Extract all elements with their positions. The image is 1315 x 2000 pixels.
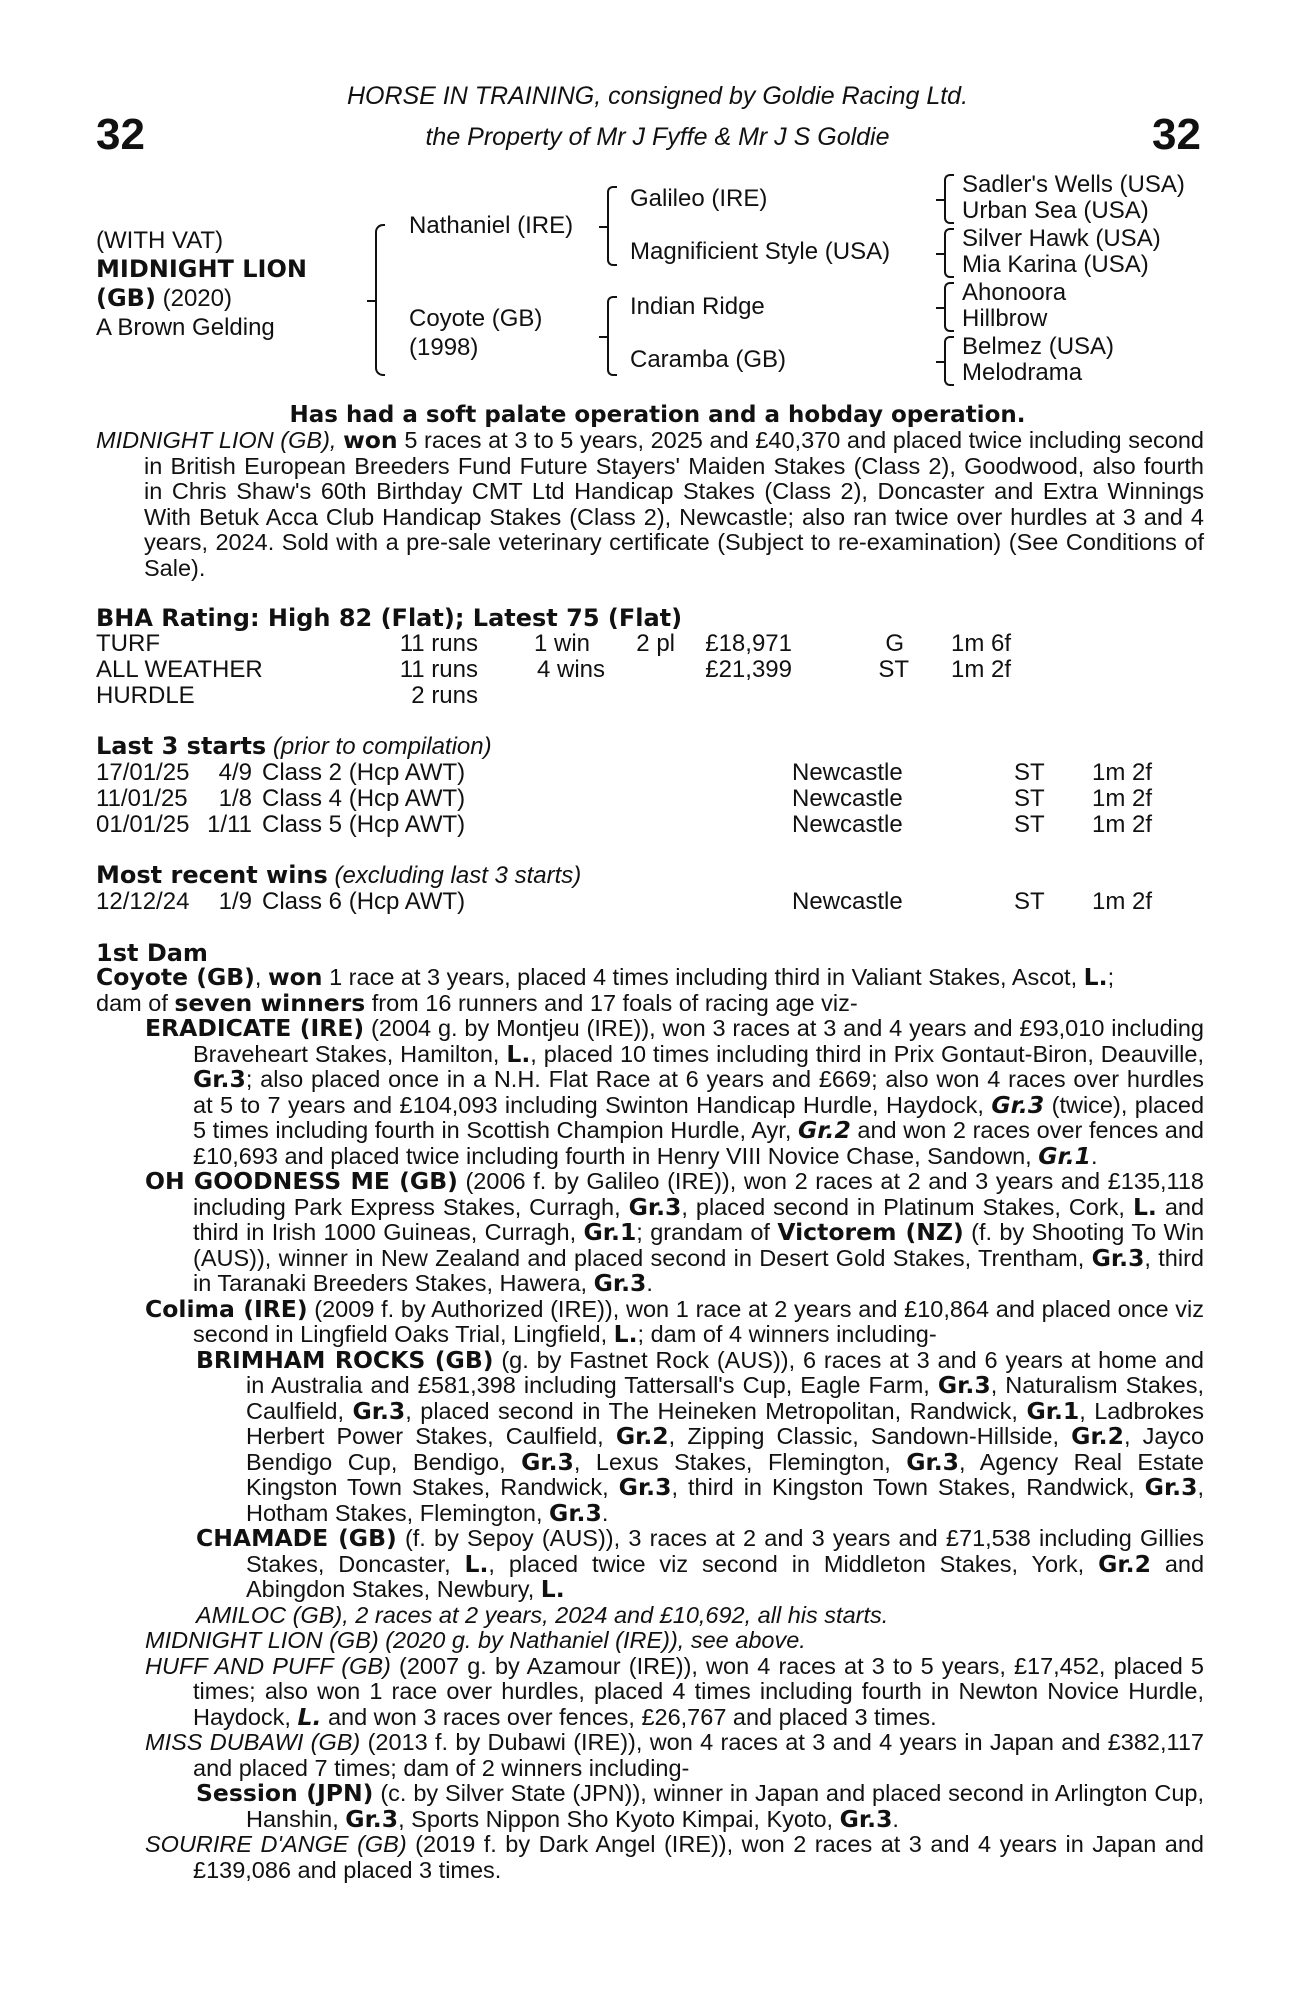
dam-won: won bbox=[267, 963, 323, 991]
progeny-text: , Ladbrokes Herbert Power Stakes, Caulfield, bbox=[246, 1397, 1204, 1449]
listed-tag: L. bbox=[613, 1320, 638, 1348]
progeny-text: , Agency Real Estate Kingston Town Stakes, Randwick, bbox=[246, 1448, 1205, 1500]
ggs-4: Mia Karina (USA) bbox=[962, 251, 1149, 278]
rating-section bbox=[96, 605, 1206, 709]
summary-won: won bbox=[343, 426, 398, 454]
group-tag: Gr.3 bbox=[628, 1192, 682, 1221]
punct: . bbox=[601, 1499, 609, 1526]
lot-number-right: 32 bbox=[1152, 110, 1201, 159]
recent-going: ST bbox=[1014, 888, 1045, 915]
brace-main bbox=[375, 224, 385, 376]
group-tag: Gr.1 bbox=[583, 1218, 637, 1246]
progeny-name: SOURIRE D'ANGE (GB) bbox=[145, 1831, 407, 1857]
progeny-text: , placed twice viz second in Middleton Stakes, York, bbox=[488, 1550, 1085, 1577]
progeny-name: BRIMHAM ROCKS (GB) bbox=[196, 1345, 494, 1374]
start-row bbox=[96, 760, 1206, 786]
progeny-text: , placed second in Platinum Stakes, Cork, bbox=[681, 1193, 1125, 1220]
dam-name: Coyote (GB) bbox=[96, 963, 255, 991]
progeny-name: Session (JPN) bbox=[196, 1779, 374, 1807]
start-distance: 1m 2f bbox=[1092, 759, 1153, 786]
progeny-text: , placed second in The Heineken Metropolitan, Randwick, bbox=[405, 1397, 1018, 1424]
rating-wins: 4 wins bbox=[536, 656, 605, 683]
rating-placed: 2 pl bbox=[636, 630, 675, 657]
rating-wins: 1 win bbox=[533, 630, 590, 657]
ggs-3: Silver Hawk (USA) bbox=[962, 225, 1161, 252]
grandsire-2: Magnificient Style (USA) bbox=[630, 238, 891, 265]
ggs-2: Urban Sea (USA) bbox=[962, 197, 1149, 224]
group-tag: Gr.3 bbox=[618, 1473, 672, 1501]
last-starts-section bbox=[96, 733, 1206, 838]
listed-tag: L. bbox=[297, 1702, 322, 1731]
grandsire-3: Indian Ridge bbox=[630, 293, 765, 320]
recent-row bbox=[96, 889, 1206, 915]
progeny-text: and won 2 races over fences and £10,693 and placed twice including fourth in Henry VIII Novice Chase, Sandown, bbox=[193, 1117, 1205, 1169]
rating-heading: BHA Rating: High 82 (Flat); Latest 75 (Flat) bbox=[96, 604, 683, 632]
group-tag: Gr.3 bbox=[549, 1498, 602, 1527]
progeny-text: and won 3 races over fences, £26,767 and placed 3 times. bbox=[327, 1703, 937, 1730]
listed-tag: L. bbox=[464, 1549, 489, 1578]
start-distance: 1m 2f bbox=[1092, 811, 1153, 838]
recent-wins-note: (excluding last 3 starts) bbox=[334, 862, 582, 889]
group-tag: Gr.2 bbox=[797, 1116, 851, 1144]
progeny-text: , Lexus Stakes, Flemington, bbox=[573, 1448, 891, 1475]
rating-runs: 11 runs bbox=[399, 630, 478, 657]
start-going: ST bbox=[1014, 785, 1045, 812]
progeny-chamade bbox=[96, 1526, 1204, 1603]
rating-row bbox=[96, 657, 1206, 683]
progeny-text: , third in Kingston Town Stakes, Randwick, bbox=[671, 1474, 1135, 1500]
listed-tag: L. bbox=[1083, 963, 1108, 991]
progeny-sourire-dange bbox=[96, 1832, 1204, 1883]
progeny-text: (2019 f. by Dark Angel (IRE)), won 2 races at 3 and 4 years in Japan and £139,086 and placed 3 times. bbox=[193, 1831, 1204, 1883]
summary-text: 5 races at 3 to 5 years, 2025 and £40,370 and placed twice including second in British European Breeders Fund Future Stayers' Maiden Stakes (Class 2), Goodwood, also fourth in Chris Shaw's 60th Birthday CMT Ltd Handicap Stakes (Class 2), Doncaster and Extra Winnings With Betuk Acca Club Handicap Stakes (Class 2), Newcastle; also ran twice over hurdles at 3 and 4 years, 2024. Sold with a pre-sale veterinary certificate (Subject to re-examination) (See Conditions of Sale). bbox=[144, 427, 1205, 581]
progeny-text: , Sports Nippon Sho Kyoto Kimpai, Kyoto, bbox=[398, 1805, 834, 1832]
start-distance: 1m 2f bbox=[1092, 785, 1153, 812]
vat-label: (WITH VAT) bbox=[96, 227, 224, 254]
rating-going: ST bbox=[878, 656, 909, 683]
progeny-text: ; dam of 4 winners including- bbox=[637, 1321, 937, 1347]
header-property: the Property of Mr J Fyffe & Mr J S Goldie bbox=[425, 123, 890, 151]
summary-paragraph bbox=[96, 428, 1204, 581]
brace-gs4 bbox=[944, 336, 954, 386]
progeny-amiloc: AMILOC (GB), 2 races at 2 years, 2024 and £10,692, all his starts. bbox=[196, 1601, 889, 1628]
summary-horse-name: MIDNIGHT LION (GB), bbox=[96, 427, 337, 453]
start-position: 1/8 bbox=[218, 785, 252, 812]
progeny-name: CHAMADE (GB) bbox=[196, 1524, 397, 1552]
rating-placed bbox=[605, 657, 675, 683]
rating-runs: 11 runs bbox=[399, 656, 478, 683]
progeny-text: (g. by Fastnet Rock (AUS)), 6 races at 3 and 6 years at home and in Australia and £581,398 including Tattersall's Cup, Eagle Farm, bbox=[246, 1346, 1205, 1398]
ggs-8: Melodrama bbox=[962, 359, 1083, 386]
progeny-text: (c. by Silver State (JPN)), winner in Japan and placed second in Arlington Cup, Hanshin, bbox=[246, 1780, 1204, 1832]
punct: . bbox=[1091, 1142, 1098, 1169]
group-tag: Gr.3 bbox=[839, 1804, 893, 1833]
start-course: Newcastle bbox=[792, 785, 903, 812]
group-tag: Gr.2 bbox=[1098, 1549, 1151, 1578]
horse-block bbox=[96, 226, 307, 342]
sire: Nathaniel (IRE) bbox=[409, 212, 574, 239]
progeny-oh-goodness-me bbox=[96, 1169, 1204, 1297]
punct: . bbox=[892, 1805, 899, 1832]
start-row bbox=[96, 786, 1206, 812]
horse-country-year bbox=[96, 284, 307, 313]
progeny-midnight-lion: MIDNIGHT LION (GB) (2020 g. by Nathaniel (IRE)), see above. bbox=[145, 1627, 806, 1653]
group-tag: Gr.3 bbox=[991, 1090, 1045, 1119]
start-race: Class 2 (Hcp AWT) bbox=[262, 759, 466, 786]
group-tag: Gr.3 bbox=[193, 1065, 246, 1093]
ggs-7: Belmez (USA) bbox=[962, 333, 1115, 360]
dam-progeny bbox=[96, 965, 1204, 1883]
grandsire-4: Caramba (GB) bbox=[630, 346, 787, 373]
progeny-text: , Jayco Bendigo Cup, Bendigo, bbox=[246, 1423, 1205, 1475]
rating-surface: HURDLE bbox=[96, 682, 195, 709]
progeny-colima bbox=[96, 1294, 1205, 1348]
group-tag: Gr.3 bbox=[352, 1396, 406, 1425]
start-course: Newcastle bbox=[792, 811, 903, 838]
brace-gs1 bbox=[944, 174, 954, 224]
rating-surface: TURF bbox=[96, 630, 160, 657]
dam: Coyote (GB) bbox=[409, 305, 543, 332]
rating-prize: £18,971 bbox=[705, 630, 792, 657]
brace-gs3 bbox=[944, 282, 954, 332]
recent-position: 1/9 bbox=[218, 888, 252, 915]
progeny-name: Victorem (NZ) bbox=[777, 1218, 964, 1246]
operation-notice: Has had a soft palate operation and a hobday operation. bbox=[289, 402, 1026, 428]
start-date: 01/01/25 bbox=[96, 811, 190, 838]
horse-description: A Brown Gelding bbox=[96, 314, 275, 341]
dam-semicolon: ; bbox=[1107, 964, 1115, 990]
progeny-text: ; grandam of bbox=[636, 1219, 770, 1245]
lot-number-left: 32 bbox=[96, 110, 145, 159]
start-date: 11/01/25 bbox=[96, 785, 188, 812]
brace-sire bbox=[607, 186, 617, 266]
group-tag: Gr.3 bbox=[906, 1447, 960, 1476]
progeny-eradicate bbox=[96, 1016, 1204, 1169]
rating-distance: 1m 2f bbox=[951, 656, 1012, 683]
dam-text: 1 race at 3 years, placed 4 times including third in Valiant Stakes, Ascot, bbox=[329, 964, 1078, 990]
rating-distance: 1m 6f bbox=[951, 630, 1012, 657]
header-consignor: HORSE IN TRAINING, consigned by Goldie Racing Ltd. bbox=[346, 82, 969, 110]
group-tag: Gr.3 bbox=[593, 1269, 647, 1297]
progeny-huff-and-puff bbox=[96, 1654, 1204, 1731]
listed-tag: L. bbox=[540, 1575, 565, 1603]
progeny-text: , placed 10 times including third in Prix Gontaut-Biron, Deauville, bbox=[530, 1040, 1205, 1067]
recent-race: Class 6 (Hcp AWT) bbox=[262, 888, 466, 915]
progeny-text: , Naturalism Stakes, Caulfield, bbox=[246, 1372, 1205, 1424]
dam-year: (1998) bbox=[409, 334, 479, 361]
progeny-text: and third in Irish 1000 Guineas, Curragh, bbox=[193, 1193, 1205, 1245]
progeny-brimham-rocks bbox=[96, 1345, 1205, 1527]
last-starts-heading: Last 3 starts bbox=[96, 732, 267, 760]
recent-wins-section bbox=[96, 862, 1206, 915]
progeny-text: (f. by Sepoy (AUS)), 3 races at 2 and 3 years and £71,538 including Gillies Stakes, Doncaster, bbox=[246, 1525, 1204, 1577]
dam-heading: 1st Dam bbox=[96, 939, 208, 967]
rating-runs: 2 runs bbox=[411, 682, 478, 709]
group-tag: Gr.2 bbox=[615, 1422, 669, 1450]
progeny-text: and Abingdon Stakes, Newbury, bbox=[246, 1550, 1205, 1602]
recent-course: Newcastle bbox=[792, 888, 903, 915]
punct: . bbox=[646, 1270, 653, 1296]
progeny-text: (twice), placed 5 times including fourth in Scottish Champion Hurdle, Ayr, bbox=[193, 1091, 1205, 1143]
horse-country: (GB) bbox=[96, 284, 156, 312]
listed-tag: L. bbox=[506, 1039, 531, 1068]
start-race: Class 5 (Hcp AWT) bbox=[262, 811, 466, 838]
progeny-text: (2007 g. by Azamour (IRE)), won 4 races at 3 to 5 years, £17,452, placed 5 times; also won 1 race over hurdles, placed 4 times including fourth in Newton Novice Hurdle, Haydock, bbox=[193, 1652, 1205, 1730]
start-race: Class 4 (Hcp AWT) bbox=[262, 785, 466, 812]
group-tag: Gr.3 bbox=[937, 1371, 991, 1399]
progeny-text: (2009 f. by Authorized (IRE)), won 1 race at 2 years and £10,864 and placed once viz second in Lingfield Oaks Trial, Lingfield, bbox=[193, 1295, 1205, 1347]
progeny-text: ; also placed once in a N.H. Flat Race at 6 years and £669; also won 4 races over hurdles at 5 to 7 years and £104,093 including Swinton Handicap Hurdle, Haydock, bbox=[193, 1066, 1204, 1118]
progeny-name: HUFF AND PUFF (GB) bbox=[145, 1652, 391, 1679]
progeny-name: ERADICATE (IRE) bbox=[145, 1014, 365, 1042]
rating-surface: ALL WEATHER bbox=[96, 656, 263, 683]
start-course: Newcastle bbox=[792, 759, 903, 786]
start-going: ST bbox=[1014, 759, 1045, 786]
progeny-miss-dubawi bbox=[96, 1730, 1204, 1781]
progeny-text: (2004 g. by Montjeu (IRE)), won 3 races at 3 and 4 years and £93,010 including Braveheart Stakes, Hamilton, bbox=[193, 1015, 1205, 1067]
brace-dam bbox=[607, 296, 617, 376]
last-starts-note: (prior to compilation) bbox=[272, 733, 492, 760]
group-tag: Gr.3 bbox=[521, 1447, 574, 1476]
progeny-text: , Hotham Stakes, Flemington, bbox=[246, 1474, 1204, 1526]
rating-prize: £21,399 bbox=[705, 656, 792, 683]
rating-row bbox=[96, 631, 1206, 657]
progeny-name: MISS DUBAWI (GB) bbox=[145, 1729, 361, 1755]
start-going: ST bbox=[1014, 811, 1045, 838]
start-row bbox=[96, 812, 1206, 838]
group-tag: Gr.3 bbox=[345, 1804, 399, 1833]
progeny-text: (2013 f. by Dubawi (IRE)), won 4 races at 3 and 4 years in Japan and £382,117 and placed 7 times; dam of 2 winners including- bbox=[193, 1729, 1205, 1781]
group-tag: Gr.3 bbox=[1144, 1473, 1198, 1501]
recent-distance: 1m 2f bbox=[1092, 888, 1153, 915]
progeny-session bbox=[96, 1781, 1204, 1832]
dam-text: from 16 runners and 17 foals of racing age viz- bbox=[371, 989, 858, 1016]
progeny-text: , Zipping Classic, Sandown-Hillside, bbox=[668, 1423, 1060, 1449]
ggs-6: Hillbrow bbox=[962, 305, 1048, 332]
grandsire-1: Galileo (IRE) bbox=[630, 185, 768, 212]
progeny-name: OH GOODNESS ME (GB) bbox=[145, 1167, 458, 1195]
progeny-text: , third in Taranaki Breeders Stakes, Hawera, bbox=[193, 1244, 1204, 1296]
start-date: 17/01/25 bbox=[96, 759, 190, 786]
recent-wins-heading: Most recent wins bbox=[96, 861, 328, 889]
horse-year: (2020) bbox=[162, 285, 232, 312]
rating-going: G bbox=[885, 630, 904, 657]
progeny-text: (f. by Shooting To Win (AUS)), winner in New Zealand and placed second in Desert Gold Stakes, Trentham, bbox=[193, 1219, 1205, 1271]
start-position: 4/9 bbox=[218, 759, 252, 786]
progeny-text: (2006 f. by Galileo (IRE)), won 2 races at 2 and 3 years and £135,118 including Park Express Stakes, Curragh, bbox=[193, 1168, 1205, 1220]
recent-date: 12/12/24 bbox=[96, 888, 190, 915]
group-tag: Gr.1 bbox=[1038, 1141, 1092, 1170]
group-tag: Gr.1 bbox=[1026, 1396, 1080, 1425]
horse-name: MIDNIGHT LION bbox=[96, 255, 307, 283]
ggs-5: Ahonoora bbox=[962, 279, 1067, 306]
rating-row bbox=[96, 683, 1206, 709]
group-tag: Gr.2 bbox=[1071, 1422, 1124, 1450]
dam-text: dam of bbox=[96, 989, 168, 1016]
start-position: 1/11 bbox=[207, 811, 252, 838]
ggs-1: Sadler's Wells (USA) bbox=[962, 171, 1185, 198]
group-tag: Gr.3 bbox=[1091, 1243, 1145, 1272]
dam-paragraph: Coyote (GB), won 1 race at 3 years, placed 4 times including third in Valiant Stakes, Ascot, L.; dam of seven winners from 16 runners and 17 foals of racing age viz- bbox=[96, 963, 1115, 1017]
listed-tag: L. bbox=[1132, 1192, 1157, 1221]
brace-gs2 bbox=[944, 228, 954, 278]
progeny-name: Colima (IRE) bbox=[145, 1294, 308, 1323]
dam-winners-count: seven winners bbox=[174, 988, 366, 1017]
